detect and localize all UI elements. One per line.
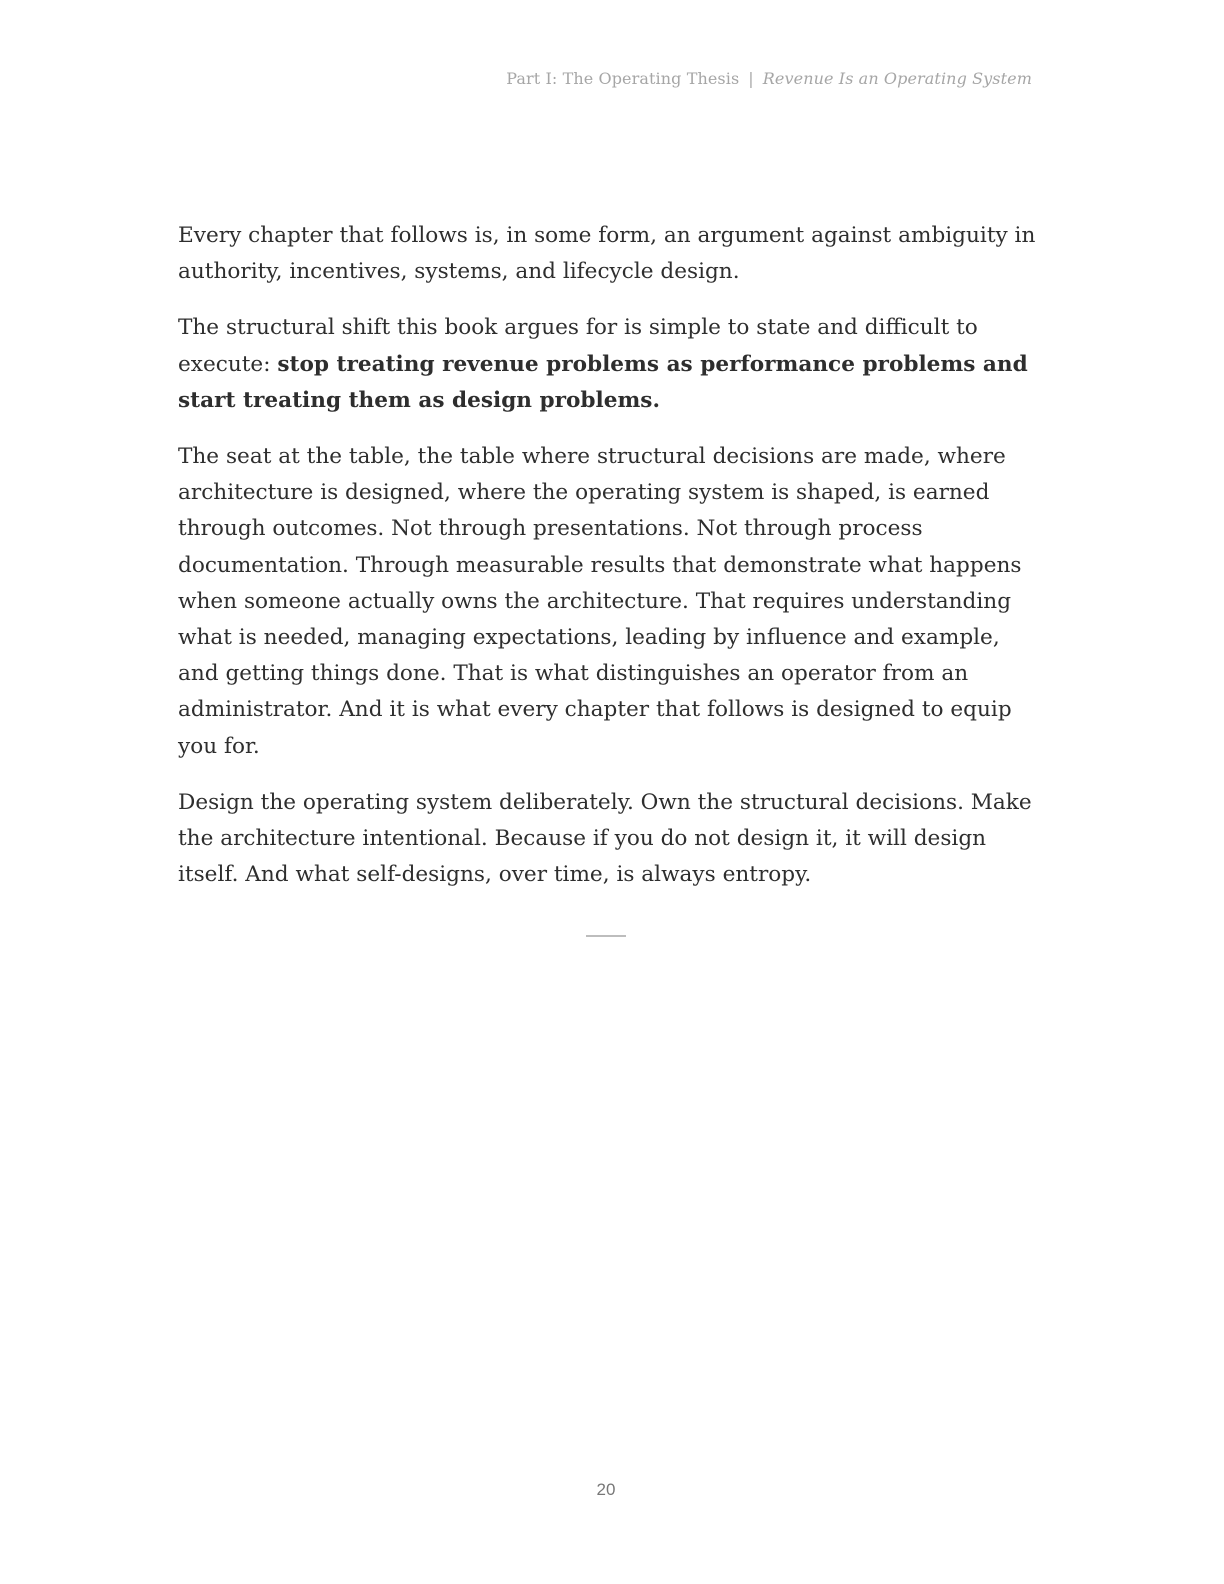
paragraph-2-lead: The structural shift this book argues for is simple to state and difficult to execute: <box>178 315 978 377</box>
header-book-title: Revenue Is an Operating System <box>762 69 1032 88</box>
page-number: 20 <box>596 1480 616 1499</box>
paragraph-2-emphasis: stop treating revenue problems as performance problems and start treating them as design problems. <box>178 351 1028 413</box>
section-divider <box>586 935 626 937</box>
paragraph-3: The seat at the table, the table where structural decisions are made, where architecture is designed, where the operating system is shaped, is earned through outcomes. Not through presentations. Not through process documentation. Through measurable results that demonstrate what happens when someone actually owns the architecture. That requires understanding what is needed, managing expectations, leading by influence and example, and getting things done. That is what distinguishes an operator from an administrator. And it is what every chapter that follows is designed to equip you for. <box>178 444 1022 759</box>
header-part-label: Part I: The Operating Thesis <box>506 69 740 88</box>
body-text <box>178 218 1038 913</box>
paragraph-4: Design the operating system deliberately. Own the structural decisions. Make the architecture intentional. Because if you do not design it, it will design itself. And what self-designs, over time, is always entropy. <box>178 789 1032 888</box>
paragraph-1: Every chapter that follows is, in some form, an argument against ambiguity in authority, incentives, systems, and lifecycle design. <box>178 223 1036 285</box>
running-header <box>506 69 1032 88</box>
header-separator: | <box>748 69 754 88</box>
paragraph-2 <box>178 310 1038 419</box>
